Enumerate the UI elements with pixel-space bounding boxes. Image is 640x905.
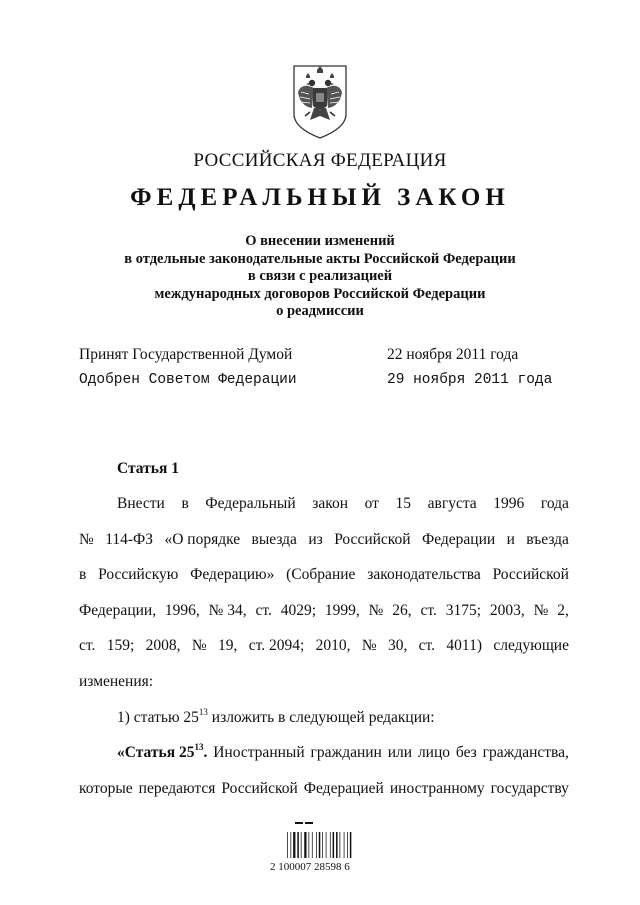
word: Федеральный: [205, 495, 296, 512]
word: въезда: [526, 530, 569, 548]
word: в: [181, 495, 189, 512]
paragraph-line: [79, 735, 569, 771]
word: или: [387, 744, 413, 761]
coat-of-arms-icon: [288, 62, 352, 140]
word: 15: [395, 495, 412, 512]
quoted-heading-text: «Статья 25: [117, 744, 195, 761]
paragraph-line: [79, 771, 569, 807]
law-title-line: о реадмиссии: [276, 303, 364, 319]
word: (Собрание: [286, 566, 356, 583]
word: ст.: [418, 637, 436, 654]
word: иностранному: [389, 779, 485, 797]
article-paragraph: [79, 486, 569, 699]
word: Федерации,: [79, 601, 157, 619]
word: лицо: [417, 744, 451, 761]
word: выезда: [251, 530, 297, 548]
barcode-icon: [285, 818, 355, 860]
word: и: [506, 530, 515, 548]
word: Внести: [117, 495, 165, 512]
council-approval-label: Одобрен Советом Федерации: [79, 372, 297, 388]
word: Российской: [492, 566, 569, 583]
word: 3175;: [445, 601, 482, 619]
word: ст.: [79, 637, 96, 654]
paragraph-line: [79, 593, 569, 629]
word: государству: [490, 779, 569, 797]
article-heading: Статья 1: [117, 460, 179, 477]
word: №: [368, 601, 384, 619]
item-superscript: 13: [198, 707, 208, 717]
quoted-article: [79, 735, 569, 806]
word: в: [79, 566, 87, 583]
paragraph-line: [79, 522, 569, 558]
country-name: РОССИЙСКАЯ ФЕДЕРАЦИЯ: [193, 150, 447, 171]
word: Российской: [221, 779, 298, 797]
word: Российской: [334, 530, 411, 548]
duma-adoption-date: 22 ноября 2011 года: [387, 346, 519, 363]
council-approval-date: 29 ноября 2011 года: [387, 372, 553, 388]
word: №: [191, 637, 207, 654]
word: которые: [79, 779, 133, 797]
law-title-line: в связи с реализацией: [247, 268, 393, 284]
word: августа: [427, 495, 477, 512]
document-type: ФЕДЕРАЛЬНЫЙ ЗАКОН: [130, 184, 510, 211]
word: 2003,: [489, 601, 525, 619]
word: Федерацией: [303, 779, 384, 797]
item-text: изложить в следующей редакции:: [207, 709, 435, 726]
word: передаются: [138, 779, 216, 797]
word: Иностранный: [213, 744, 305, 761]
barcode-number: 2 100007 28598 6: [270, 861, 350, 873]
amendment-item: [79, 700, 569, 736]
law-title-line: международных договоров Российской Федерации: [154, 285, 486, 302]
quoted-heading-dot: .: [203, 744, 208, 761]
word: от: [364, 495, 379, 512]
quoted-heading-superscript: 13: [194, 742, 204, 752]
word: 26,: [392, 601, 412, 619]
word: законодательства: [367, 566, 481, 583]
word: №: [361, 637, 377, 654]
word: закон: [312, 495, 349, 512]
paragraph-line: [79, 628, 569, 664]
word: 4011): [446, 637, 482, 654]
paragraph-line: [79, 486, 569, 522]
law-title-line: в отдельные законодательные акты Российской Федерации: [124, 250, 516, 267]
word: № 34,: [208, 601, 247, 619]
word: ст.: [420, 601, 437, 619]
word: 4029;: [280, 601, 317, 619]
word: ст.: [255, 601, 272, 619]
word: 114-ФЗ: [105, 530, 154, 548]
amendment-item-line: [79, 700, 569, 736]
item-text: 1) статью 25: [117, 709, 199, 726]
word: 2,: [557, 601, 569, 619]
word: 19,: [217, 637, 238, 654]
law-title: [80, 233, 560, 321]
word: гражданства,: [482, 744, 569, 761]
word: следующие: [493, 637, 569, 654]
word: 30,: [387, 637, 408, 654]
word: 1996,: [164, 601, 200, 619]
word: 2010,: [315, 637, 351, 654]
paragraph-line: [79, 557, 569, 593]
duma-adoption-row: [79, 346, 559, 364]
word: 159;: [106, 637, 135, 654]
word: №: [79, 530, 94, 548]
word: ст. 2094;: [248, 637, 305, 654]
word: «О порядке: [164, 530, 241, 548]
word: из: [308, 530, 323, 548]
word: Федерации: [421, 530, 496, 548]
word: без: [455, 744, 477, 761]
word: 2008,: [145, 637, 181, 654]
duma-adoption-label: Принят Государственной Думой: [79, 346, 293, 363]
word: гражданин: [310, 744, 382, 761]
council-approval-row: [79, 372, 559, 388]
quoted-article-heading: [117, 735, 207, 771]
word: №: [533, 601, 549, 619]
law-title-line: О внесении изменений: [245, 233, 395, 249]
word: года: [540, 495, 569, 512]
word: 1999,: [324, 601, 360, 619]
word: 1996: [493, 495, 525, 512]
word: Федерацию»: [190, 566, 275, 583]
paragraph-line: изменения:: [79, 672, 154, 690]
word: Российскую: [98, 566, 179, 583]
